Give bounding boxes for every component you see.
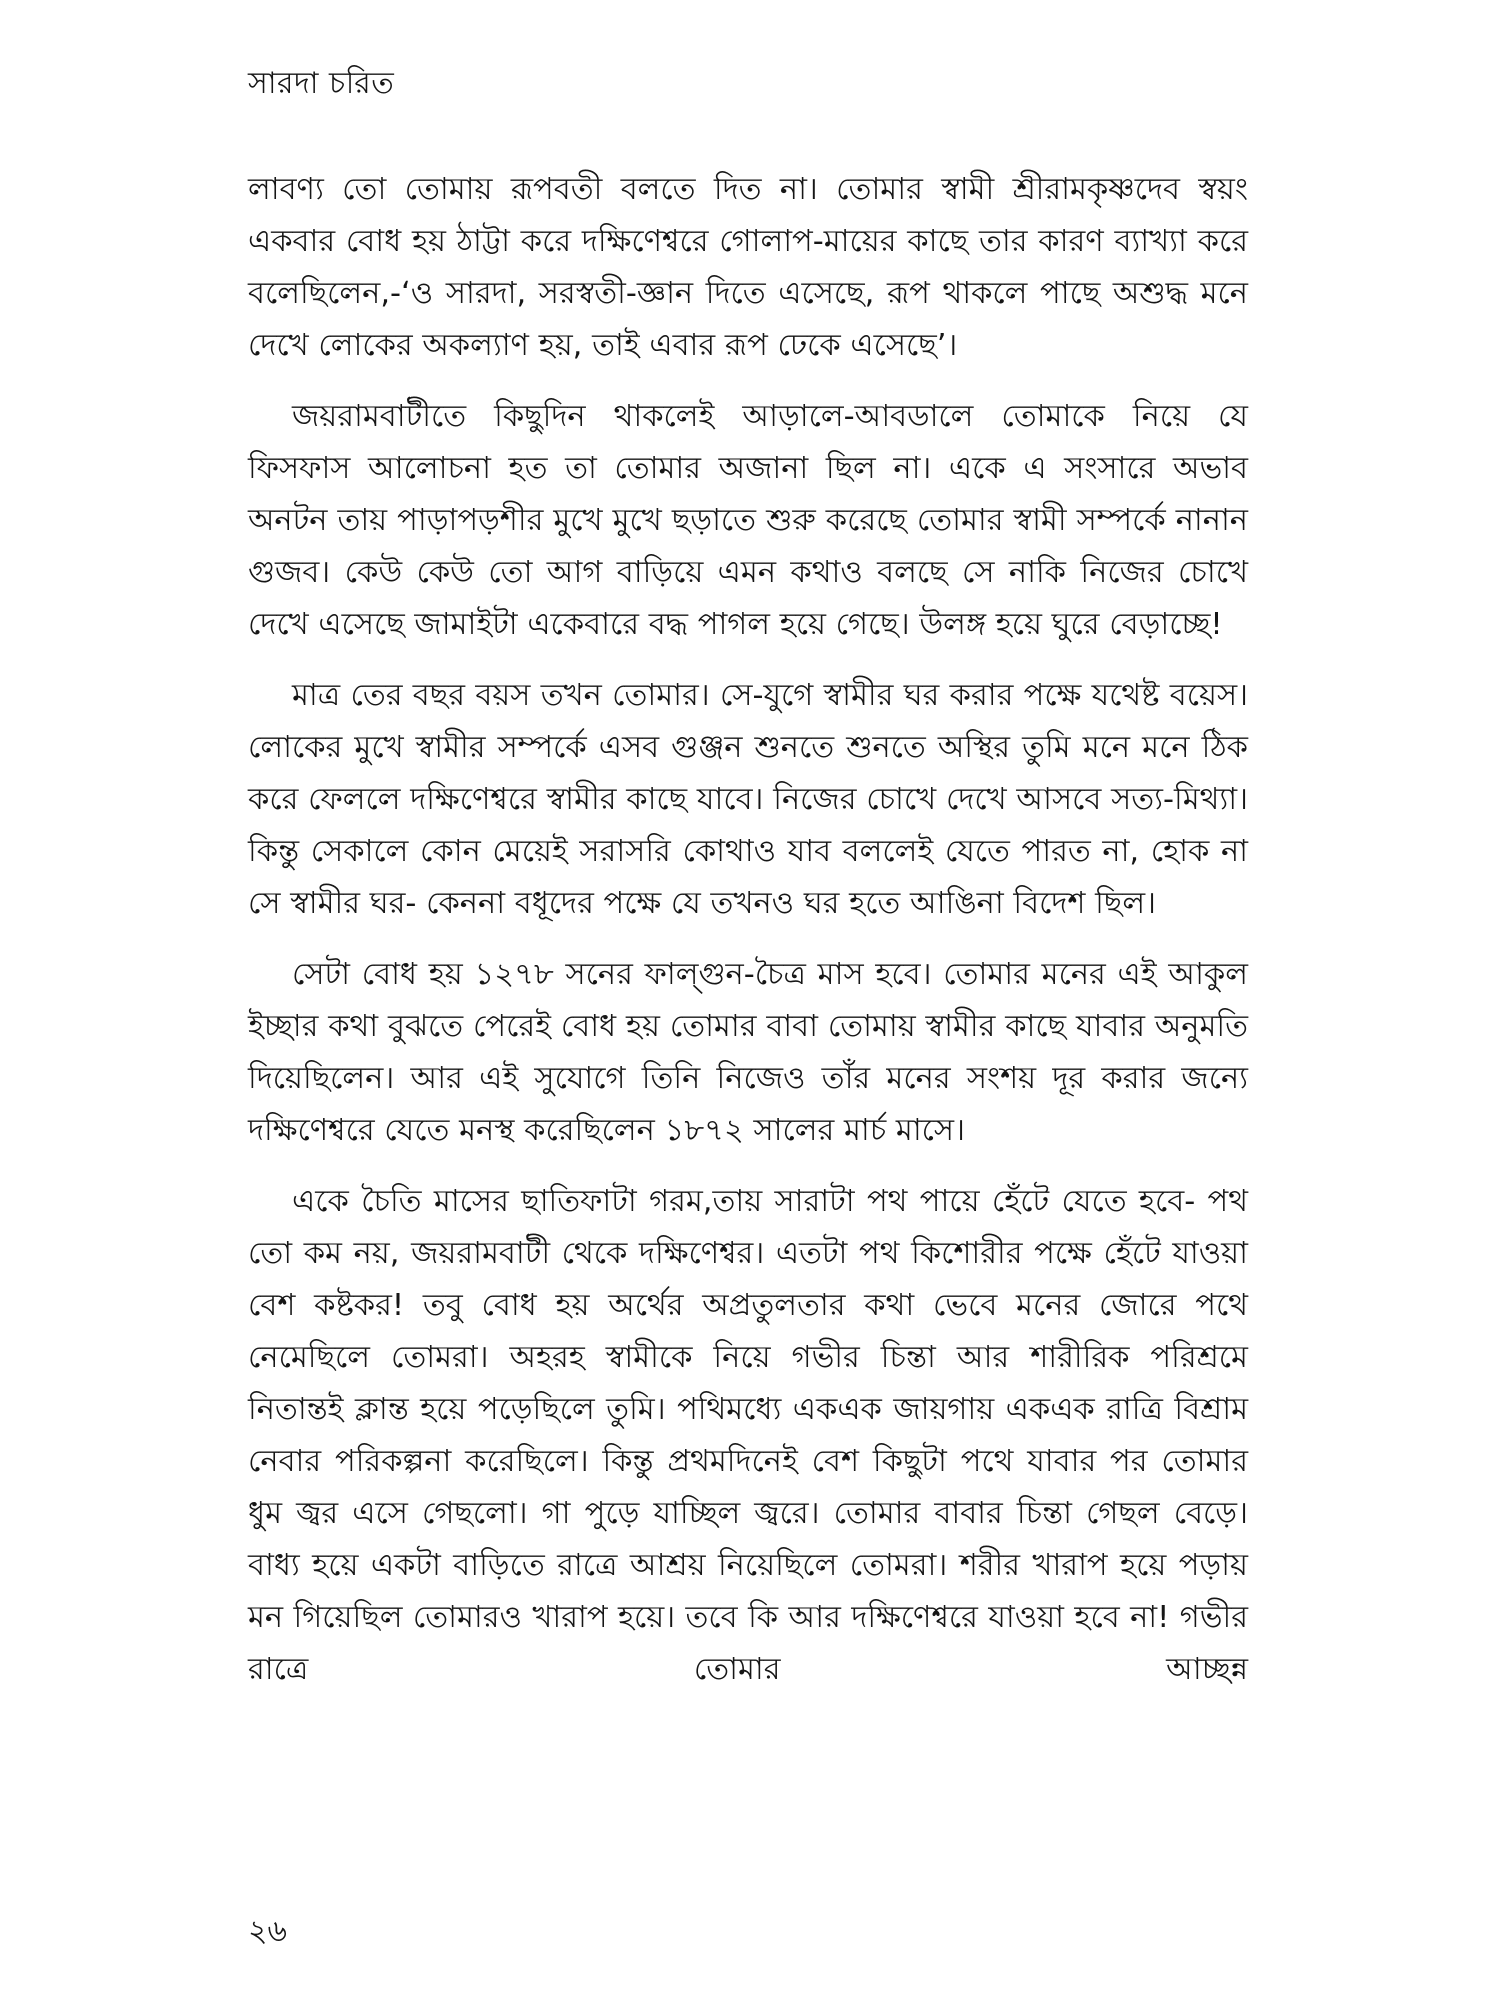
paragraph-2: জয়রামবাটীতে কিছুদিন থাকলেই আড়ালে-আবডালে তোমাকে নিয়ে যে ফিসফাস আলোচনা হত তা তোমার অজানা ছিল না। একে এ সংসারে অভাব অনটন তায় পাড়াপড়শীর মুখে মুখে ছড়াতে শুরু করেছে তোমার স্বামী সম্পর্কে নানান গুজব। কেউ কেউ তো আগ বাড়িয়ে এমন কথাও বলছে সে নাকি নিজের চোখে দেখে এসেছে জামাইটা একেবারে বদ্ধ পাগল হয়ে গেছে। উলঙ্গ হয়ে ঘুরে বেড়াচ্ছে!: [248, 399, 1248, 642]
paragraph-3: মাত্র তের বছর বয়স তখন তোমার। সে-যুগে স্বামীর ঘর করার পক্ষে যথেষ্ট বয়েস। লোকের মুখে স্বামীর সম্পর্কে এসব গুঞ্জন শুনতে শুনতে অস্থির তুমি মনে মনে ঠিক করে ফেললে দক্ষিণেশ্বরে স্বামীর কাছে যাবে। নিজের চোখে দেখে আসবে সত্য-মিথ্যা। কিন্তু সেকালে কোন মেয়েই সরাসরি কোথাও যাব বললেই যেতে পারত না, হোক না সে স্বামীর ঘর- কেননা বধূদের পক্ষে যে তখনও ঘর হতে আঙিনা বিদেশ ছিল।: [248, 678, 1248, 921]
page-number: ২৬: [248, 1914, 288, 1949]
body-text: [248, 164, 1248, 1715]
paragraph-4: সেটা বোধ হয় ১২৭৮ সনের ফাল্গুন-চৈত্র মাস হবে। তোমার মনের এই আকুল ইচ্ছার কথা বুঝতে পেরেই বোধ হয় তোমার বাবা তোমায় স্বামীর কাছে যাবার অনুমতি দিয়েছিলেন। আর এই সুযোগে তিনি নিজেও তাঁর মনের সংশয় দূর করার জন্যে দক্ষিণেশ্বরে যেতে মনস্থ করেছিলেন ১৮৭২ সালের মার্চ মাসে।: [248, 957, 1248, 1148]
running-header-title: সারদা চরিত: [248, 66, 395, 101]
paragraph-1: লাবণ্য তো তোমায় রূপবতী বলতে দিত না। তোমার স্বামী শ্রীরামকৃষ্ণদেব স্বয়ং একবার বোধ হয় ঠাট্টা করে দক্ষিণেশ্বরে গোলাপ-মায়ের কাছে তার কারণ ব্যাখ্যা করে বলেছিলেন,-‘ও সারদা, সরস্বতী-জ্ঞান দিতে এসেছে, রূপ থাকলে পাছে অশুদ্ধ মনে দেখে লোকের অকল্যাণ হয়, তাই এবার রূপ ঢেকে এসেছে’।: [248, 172, 1248, 363]
paragraph-5: একে চৈতি মাসের ছাতিফাটা গরম,তায় সারাটা পথ পায়ে হেঁটে যেতে হবে- পথ তো কম নয়, জয়রামবাটী থেকে দক্ষিণেশ্বর। এতটা পথ কিশোরীর পক্ষে হেঁটে যাওয়া বেশ কষ্টকর! তবু বোধ হয় অর্থের অপ্রতুলতার কথা ভেবে মনের জোরে পথে নেমেছিলে তোমরা। অহরহ স্বামীকে নিয়ে গভীর চিন্তা আর শারীরিক পরিশ্রমে নিতান্তই ক্লান্ত হয়ে পড়েছিলে তুমি। পথিমধ্যে একএক জায়গায় একএক রাত্রি বিশ্রাম নেবার পরিকল্পনা করেছিলে। কিন্তু প্রথমদিনেই বেশ কিছুটা পথে যাবার পর তোমার ধুম জ্বর এসে গেছলো। গা পুড়ে যাচ্ছিল জ্বরে। তোমার বাবার চিন্তা গেছল বেড়ে। বাধ্য হয়ে একটা বাড়িতে রাত্রে আশ্রয় নিয়েছিলে তোমরা। শরীর খারাপ হয়ে পড়ায় মন গিয়েছিল তোমারও খারাপ হয়ে। তবে কি আর দক্ষিণেশ্বরে যাওয়া হবে না! গভীর রাত্রে তোমার আচ্ছন্ন: [248, 1184, 1248, 1687]
